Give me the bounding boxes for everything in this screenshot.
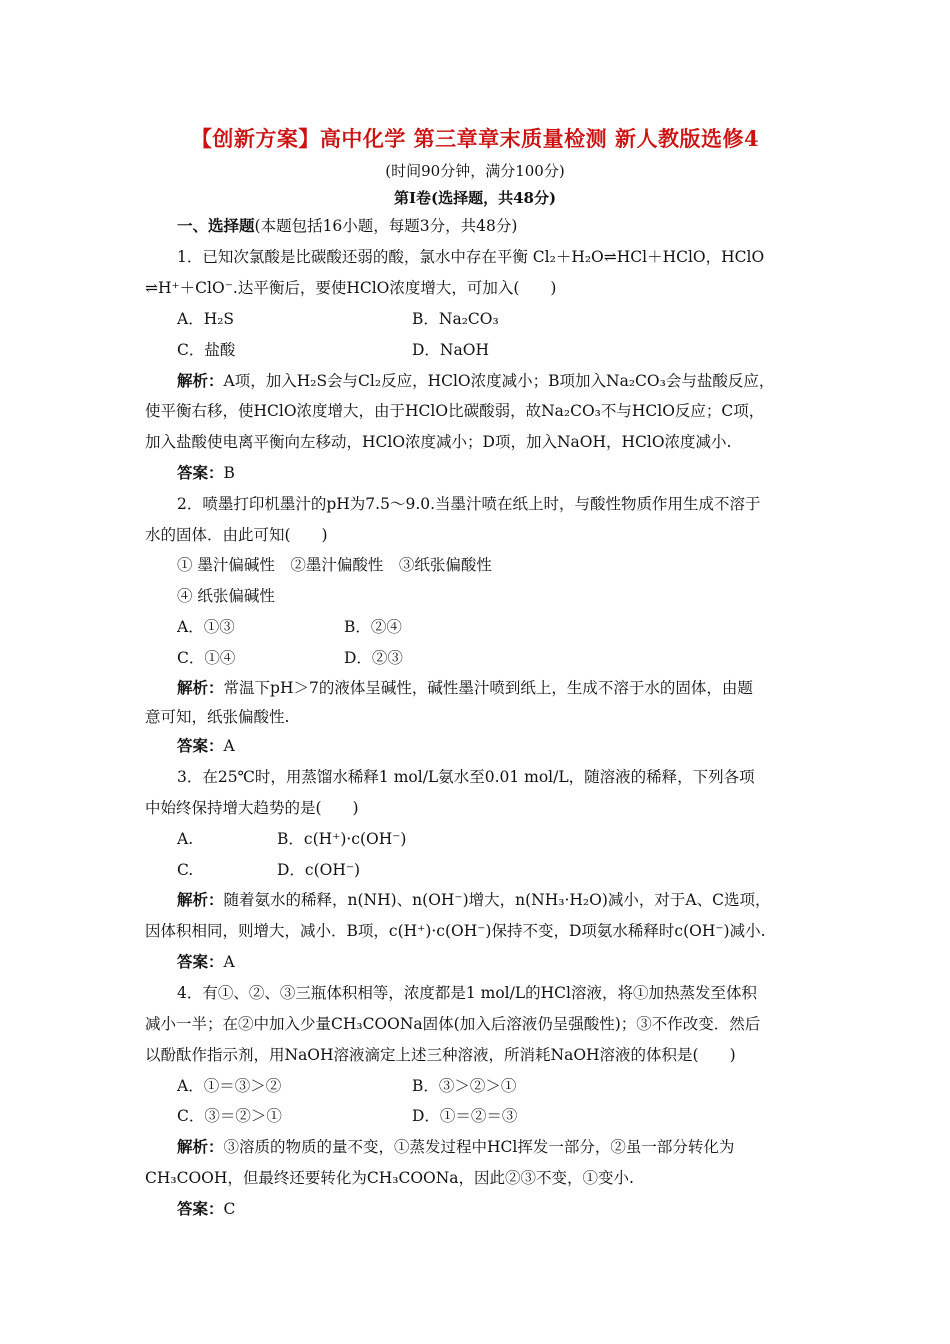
q4-stem-line1: 4．有①、②、③三瓶体积相等，浓度都是1 mol/L的HCl溶液，将①加热蒸发至体积 xyxy=(177,984,757,1002)
q3-analysis-line2: 因体积相同，则增大，减小．B项，c(H⁺)·c(OH⁻)保持不变，D项氨水稀释时c(OH⁻)减小. xyxy=(145,922,766,940)
q1-option-b: B．Na₂CO₃ xyxy=(412,310,499,328)
q1-stem-line1: 1．已知次氯酸是比碳酸还弱的酸，氯水中存在平衡 Cl₂＋H₂O⇌HCl＋HClO，HClO xyxy=(177,248,765,266)
q4-option-a: A．①＝③＞② xyxy=(177,1077,282,1095)
q3-answer-label: 答案： xyxy=(177,952,224,971)
q2-stem-line2: 水的固体．由此可知( ) xyxy=(145,526,328,544)
q4-stem-line3: 以酚酞作指示剂，用NaOH溶液滴定上述三种溶液，所消耗NaOH溶液的体积是( ) xyxy=(145,1046,736,1064)
q2-answer xyxy=(177,736,235,756)
q4-answer-label: 答案： xyxy=(177,1199,224,1218)
q1-analysis-line1 xyxy=(177,371,774,391)
q1-analysis-label: 解析： xyxy=(177,371,224,390)
q3-option-b: B．c(H⁺)·c(OH⁻) xyxy=(277,830,407,848)
q1-option-d: D．NaOH xyxy=(412,341,489,359)
q4-analysis-label: 解析： xyxy=(177,1137,224,1156)
q3-answer-value: A xyxy=(223,953,235,971)
q3-option-a: A. xyxy=(177,830,194,848)
q2-analysis-text1: 常温下pH＞7的液体呈碱性，碱性墨汁喷到纸上，生成不溶于水的固体，由题 xyxy=(223,679,753,697)
q2-option-d: D．②③ xyxy=(344,649,403,667)
q3-stem-line1: 3．在25℃时，用蒸馏水稀释1 mol/L氨水至0.01 mol/L，随溶液的稀释，下列各项 xyxy=(177,768,755,786)
q4-option-c: C．③＝②＞① xyxy=(177,1107,282,1125)
q4-stem-line2: 减小一半；在②中加入少量CH₃COONa固体(加入后溶液仍呈强酸性)；③不作改变．然后 xyxy=(145,1015,761,1033)
q2-stem-line1: 2．喷墨打印机墨汁的pH为7.5～9.0.当墨汁喷在纸上时，与酸性物质作用生成不溶于 xyxy=(177,495,761,513)
q1-answer xyxy=(177,463,235,483)
section-label: 一、选择题 xyxy=(177,216,255,235)
q3-analysis-line1 xyxy=(177,890,770,910)
volume-heading: 第Ⅰ卷(选择题，共48分) xyxy=(393,189,557,207)
q2-analysis-label: 解析： xyxy=(177,678,224,697)
document-title: 【创新方案】高中化学 第三章章末质量检测 新人教版选修4 xyxy=(190,126,760,151)
section-desc: (本题包括16小题，每题3分，共48分) xyxy=(254,217,518,235)
q1-analysis-text1: A项，加入H₂S会与Cl₂反应，HClO浓度减小；B项加入Na₂CO₃会与盐酸反应， xyxy=(223,372,775,390)
q2-answer-label: 答案： xyxy=(177,736,224,755)
q4-analysis-line2: CH₃COOH，但最终还要转化为CH₃COONa，因此②③不变，①变小. xyxy=(145,1169,634,1187)
q2-analysis-line1 xyxy=(177,678,753,698)
q1-analysis-line2: 使平衡右移，使HClO浓度增大，由于HClO比碳酸弱，故Na₂CO₃不与HClO反应；C项， xyxy=(145,402,765,420)
q4-analysis-line1 xyxy=(177,1137,734,1157)
q4-answer xyxy=(177,1199,235,1219)
q3-stem-line2: 中始终保持增大趋势的是( ) xyxy=(145,799,359,817)
time-info: (时间90分钟，满分100分) xyxy=(385,162,565,180)
q2-answer-value: A xyxy=(223,737,235,755)
q1-answer-label: 答案： xyxy=(177,463,224,482)
q3-analysis-label: 解析： xyxy=(177,890,224,909)
q1-stem-line2: ⇌H⁺＋ClO⁻.达平衡后，要使HClO浓度增大，可加入( ) xyxy=(145,279,557,297)
q2-option-a: A．①③ xyxy=(177,618,235,636)
section-heading xyxy=(177,216,517,236)
q2-statements-line2: ④ 纸张偏碱性 xyxy=(177,587,275,605)
q4-option-b: B．③＞②＞① xyxy=(412,1077,517,1095)
q1-option-a: A．H₂S xyxy=(177,310,235,328)
q3-answer xyxy=(177,952,235,972)
q4-analysis-text1: ③溶质的物质的量不变，①蒸发过程中HCl挥发一部分，②虽一部分转化为 xyxy=(223,1138,735,1156)
q2-analysis-line2: 意可知，纸张偏酸性. xyxy=(145,708,290,726)
q1-answer-value: B xyxy=(223,464,235,482)
q3-option-d: D．c(OH⁻) xyxy=(277,861,361,879)
q4-answer-value: C xyxy=(223,1200,236,1218)
q4-option-d: D．①＝②＝③ xyxy=(412,1107,518,1125)
q3-analysis-text1: 随着氨水的稀释，n(NH)、n(OH⁻)增大，n(NH₃·H₂O)减小，对于A、C选项， xyxy=(223,891,771,909)
q2-statements-line1: ① 墨汁偏碱性 ②墨汁偏酸性 ③纸张偏酸性 xyxy=(177,556,492,574)
q1-analysis-line3: 加入盐酸使电离平衡向左移动，HClO浓度减小；D项，加入NaOH，HClO浓度减小. xyxy=(145,433,732,451)
q2-option-c: C．①④ xyxy=(177,649,236,667)
q3-option-c: C. xyxy=(177,861,194,879)
q2-option-b: B．②④ xyxy=(344,618,402,636)
q1-option-c: C．盐酸 xyxy=(177,341,236,359)
